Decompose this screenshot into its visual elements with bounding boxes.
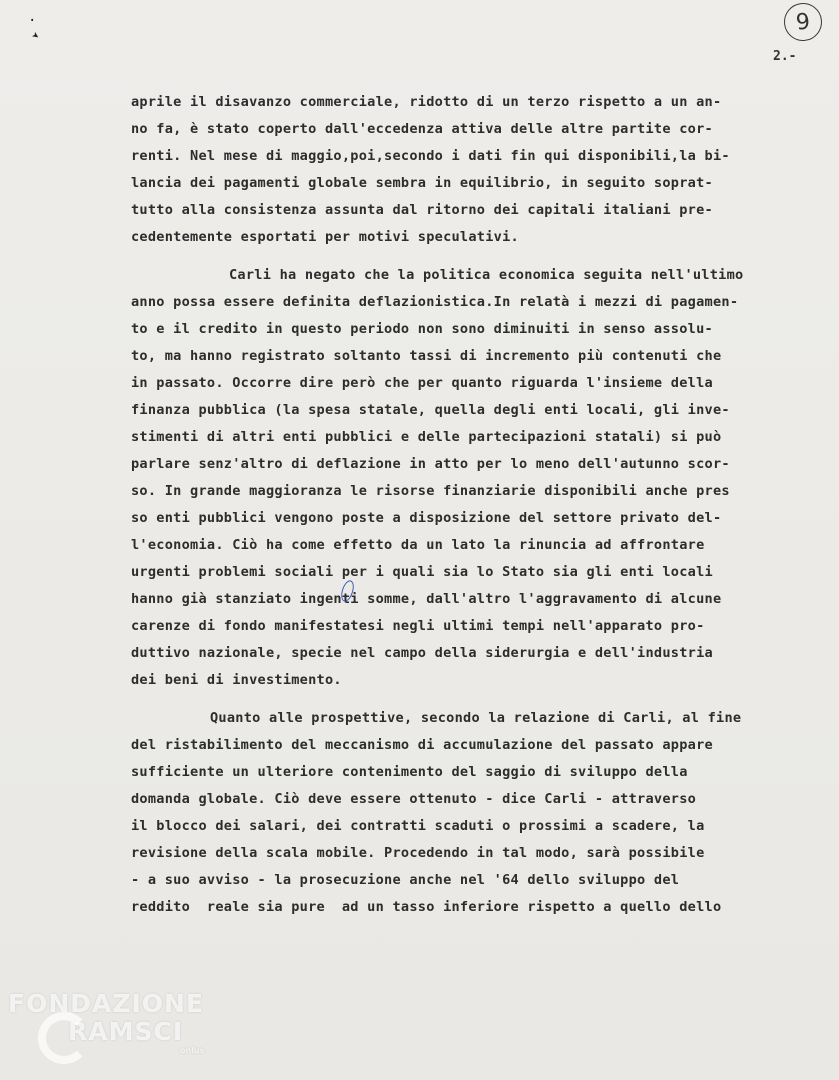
text-line: tutto alla consistenza assunta dal ritorno dei capitali italiani pre-: [131, 202, 713, 218]
watermark-g-logo-icon: [38, 1012, 90, 1064]
text-line: l'economia. Ciò ha come effetto da un lato la rinuncia ad affrontare: [131, 537, 705, 553]
text-line: dei beni di investimento.: [131, 672, 342, 688]
text-line: finanza pubblica (la spesa statale, quella degli enti locali, gli inve-: [131, 402, 730, 418]
text-line: in passato. Occorre dire però che per quanto riguarda l'insieme della: [131, 375, 713, 391]
text-line: parlare senz'altro di deflazione in atto per lo meno dell'autunno scor-: [131, 456, 730, 472]
text-line: Quanto alle prospettive, secondo la relazione di Carli, al fine: [210, 710, 742, 726]
text-line: to, ma hanno registrato soltanto tassi di incremento più contenuti che: [131, 348, 722, 364]
text-line: hanno già stanziato ingenti somme, dall'altro l'aggravamento di alcune: [131, 591, 722, 607]
text-line: - a suo avviso - la prosecuzione anche nel '64 dello sviluppo del: [131, 872, 680, 888]
watermark-line-2: RAMSCI: [68, 1017, 184, 1046]
text-line: sufficiente un ulteriore contenimento del saggio di sviluppo della: [131, 764, 688, 780]
text-line: no fa, è stato coperto dall'eccedenza attiva delle altre partite cor-: [131, 121, 713, 137]
text-line: revisione della scala mobile. Procedendo in tal modo, sarà possibile: [131, 845, 705, 861]
margin-arrow-mark: ➤: [28, 28, 43, 44]
folio-number: 9: [794, 8, 812, 36]
text-line: stimenti di altri enti pubblici e delle partecipazioni statali) si può: [131, 429, 722, 445]
text-line: duttivo nazionale, specie nel campo della siderurgia e dell'industria: [131, 645, 713, 661]
text-line: carenze di fondo manifestatesi negli ultimi tempi nell'apparato pro-: [131, 618, 705, 634]
text-line: il blocco dei salari, dei contratti scaduti o prossimi a scadere, la: [131, 818, 705, 834]
text-line: so. In grande maggioranza le risorse finanziarie disponibili anche pres: [131, 483, 730, 499]
text-line: del ristabilimento del meccanismo di accumulazione del passato appare: [131, 737, 713, 753]
watermark-small-text: onlus: [180, 1046, 205, 1055]
text-line: domanda globale. Ciò deve essere ottenuto - dice Carli - attraverso: [131, 791, 697, 807]
margin-mark: ·: [28, 13, 37, 29]
archive-watermark: [8, 989, 205, 1055]
text-line: cedentemente esportati per motivi speculativi.: [131, 229, 519, 245]
watermark-line-1: FONDAZIONE: [8, 989, 205, 1018]
text-line: Carli ha negato che la politica economica seguita nell'ultimo: [229, 267, 744, 283]
text-line: aprile il disavanzo commerciale, ridotto di un terzo rispetto a un an-: [131, 94, 722, 110]
text-line: reddito reale sia pure ad un tasso inferiore rispetto a quello dello: [131, 899, 722, 915]
text-line: so enti pubblici vengono poste a disposizione del settore privato del-: [131, 510, 722, 526]
text-line: anno possa essere definita deflazionistica.In relatà i mezzi di pagamen-: [131, 294, 739, 310]
text-line: urgenti problemi sociali per i quali sia lo Stato sia gli enti locali: [131, 564, 713, 580]
text-line: lancia dei pagamenti globale sembra in equilibrio, in seguito soprat-: [131, 175, 713, 191]
folio-stamp: [782, 1, 824, 43]
text-line: to e il credito in questo periodo non sono diminuiti in senso assolu-: [131, 321, 713, 337]
page-number: 2.-: [773, 49, 797, 64]
text-line: renti. Nel mese di maggio,poi,secondo i dati fin qui disponibili,la bi-: [131, 148, 730, 164]
